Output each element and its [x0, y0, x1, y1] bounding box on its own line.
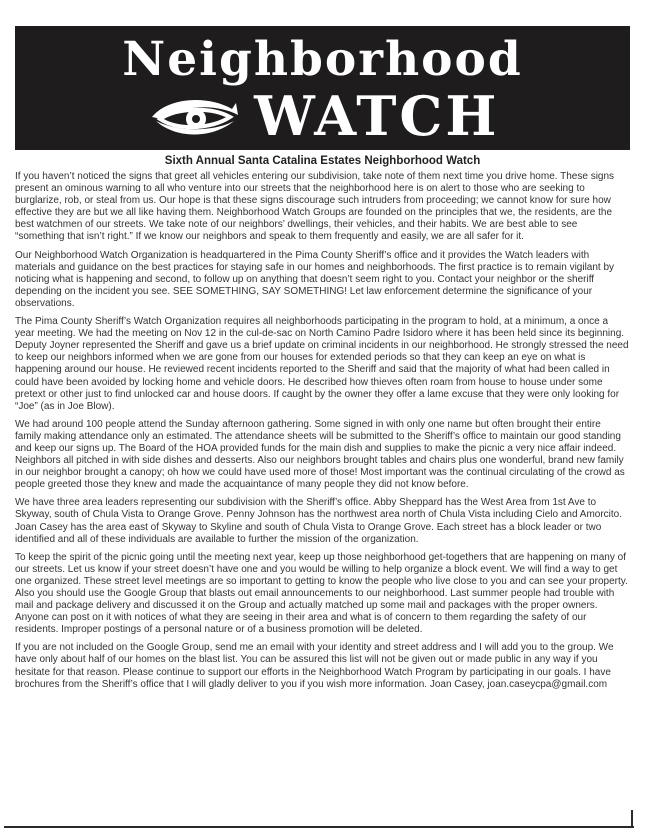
- paragraph: If you are not included on the Google Group, send me an email with your identity and street address and I will add you to the group. We have only about half of our homes on the blast list. You can be assured this list will not be given out or made public in any way if you hesitate for that reason. Please continue to support our efforts in the Neighborhood Watch Program by participating in our goals. I have brochures from the Sheriff’s office that I will gladly deliver to you if you wish more information. Joan Casey, joan.caseycpa@gmail.com: [15, 642, 614, 690]
- paragraph: The Pima County Sheriff’s Watch Organization requires all neighborhoods participating in the program to hold, at a minimum, a once a year meeting. We had the meeting on Nov 12 in the cul-de-sac on North Camino Padre Isidoro where it has been held since its beginning. Deputy Joyner represented the Sheriff and gave us a brief update on criminal incidents in our neighborhood. He strongly stressed the need to keep our neighbors informed when we are gone from our houses for extended periods so that they can keep an eye on what is happening around our house. He reviewed recent incidents reported to the Sheriff and said that the majority of what had been called in could have been avoided by locking home and vehicle doors. He described how thieves often roam from house to house under some pretext or other just to find unlocked car and house doors. If caught by the owner they offer a lame excuse that they were only looking for “Joe” (as in Joe Blow).: [15, 316, 629, 412]
- masthead-title-watch: WATCH: [254, 84, 500, 148]
- masthead-title-row: [15, 86, 630, 148]
- paragraph: If you haven’t noticed the signs that greet all vehicles entering our subdivision, take note of them next time you drive home. These signs present an ominous warning to all who venture into our streets that the neighborhood here is on alert to those who are seeking to burglarize, rob, or steal from us. Our hope is that these signs discourage such intruders from proceeding; we cannot know for sure how effective they are but we all like having them. Neighborhood Watch Groups are founded on the principles that we, the residents, are the best watchmen of our streets. We take note of our neighbors’ dwellings, their vehicles, and their habits. We are best able to see “something that isn’t right.” If we know our neighbors and speak to them frequently and easily, we are all safer for it.: [15, 171, 615, 243]
- bottom-rule: [4, 826, 634, 828]
- corner-rule: [631, 810, 633, 828]
- masthead-banner: [15, 26, 630, 150]
- eye-icon: [146, 91, 242, 141]
- document-title: Sixth Annual Santa Catalina Estates Neighborhood Watch: [164, 155, 481, 167]
- article-body: [15, 171, 629, 697]
- paragraph: We had around 100 people attend the Sunday afternoon gathering. Some signed in with only one name but often brought their entire family making attendance only an estimated. The attendance sheets will be submitted to the Sheriff’s office to maintain our good standing and keep our signs up. The Board of the HOA provided funds for the main dish and supplies to make the picnic a very nice affair indeed. Neighbors all pitched in with side dishes and desserts. Also our neighbors brought tables and chairs plus one wonderful, brand new family in our neighbor brought a canopy; oh how we could have used more of those! Most important was the continual circulating of the crowd as people greeted those they knew and made the acquaintance of many people they did not know before.: [15, 418, 625, 491]
- paragraph: We have three area leaders representing our subdivision with the Sheriff’s office. Abby Sheppard has the West Area from 1st Ave to Skyway, south of Chula Vista to Orange Grove. Penny Johnson has the northwest area north of Chula Vista including Cielo and Amorcito. Joan Casey has the area east of Skyway to Skyline and south of Chula Vista to Orange Grove. Each street has a block leader or two identified and all of these individuals are available to further the mission of the organization.: [15, 497, 623, 545]
- masthead-title-neighborhood: Neighborhood: [122, 32, 523, 87]
- paragraph: To keep the spirit of the picnic going until the meeting next year, keep up those neighborhood get-togethers that are happening on many of our streets. Let us know if your street doesn’t have one and you would be willing to help organize a block event. We will find a way to get one organized. These street level meetings are so important to getting to know the people who live close to you and can see your property. Also you should use the Google Group that blasts out email announcements to our neighborhood. Last summer people had trouble with mail and package delivery and discussed it on the Group and actually matched up some mail and packages with the proper owners. Anyone can post on it with notices of what they are seeing in their area and what is of concern to them regarding the safety of our residents. Improper postings of a personal nature or of a business promotion will be deleted.: [15, 551, 628, 636]
- paragraph: Our Neighborhood Watch Organization is headquartered in the Pima County Sheriff’s office and it provides the Watch leaders with materials and guidance on the best practices for staying safe in our homes and neighborhoods. The first practice is to remain vigilant by noticing what is happening and second, to follow up on anything that doesn’t seem right to you. Contact your neighbor or the sheriff depending on the incident you see. SEE SOMETHING, SAY SOMETHING! Let law enforcement determine the significance of your observations.: [15, 249, 615, 309]
